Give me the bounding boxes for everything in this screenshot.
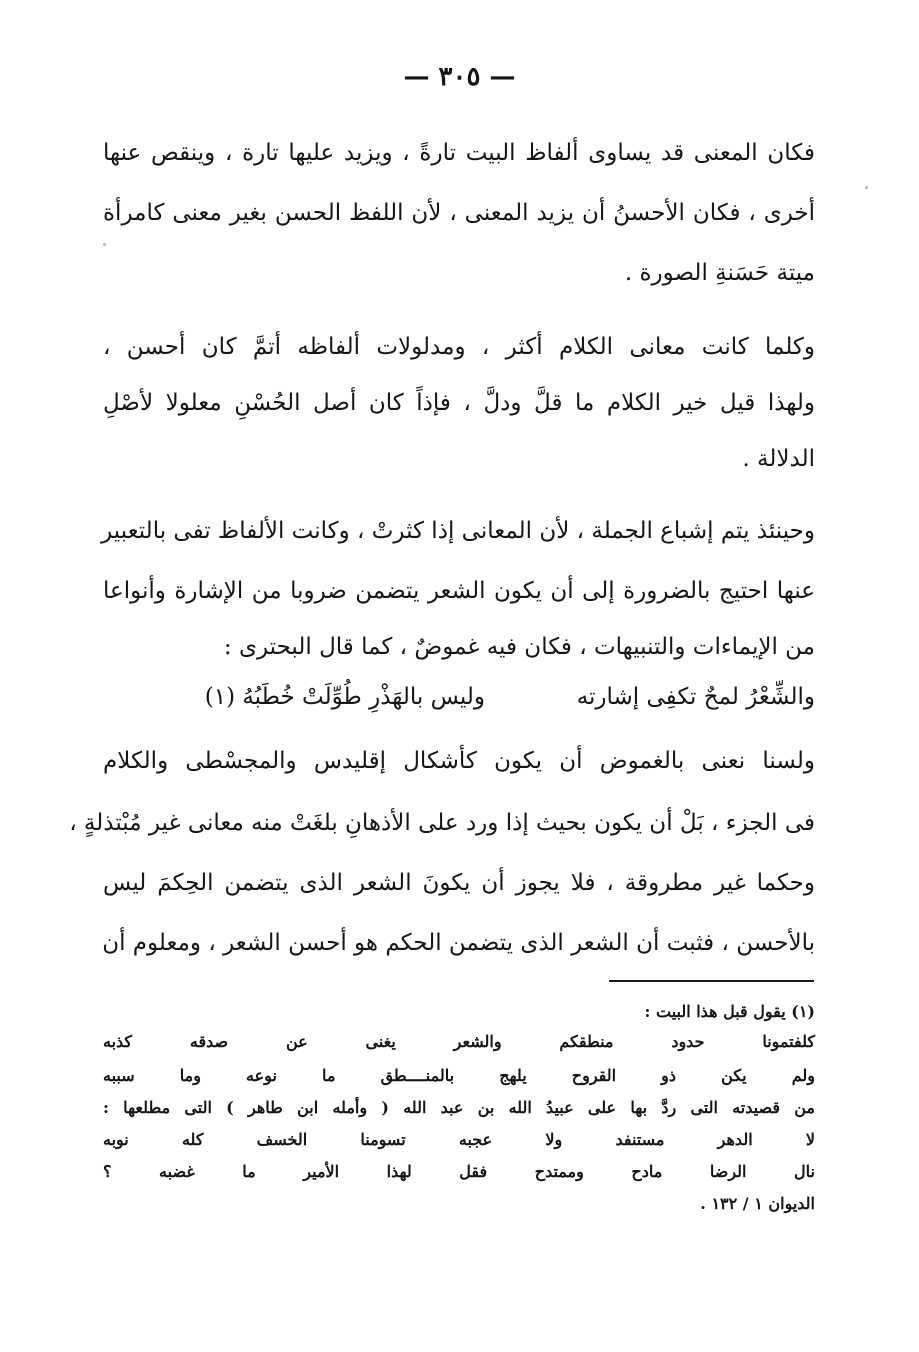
body-line-8: عنها احتيج بالضرورة إلى أن يكون الشعر يتضمن ضروبا من الإشارة وأنواعا [103,578,815,604]
footnote-line-2: كلفتمونا حدود منطقكم والشعر يغنى عن صدقه كذبه [103,1032,815,1051]
body-line-4: وكلما كانت معانى الكلام أكثر ، ومدلولات ألفاظه أتمَّ كان أحسن ، [103,334,815,360]
body-line-1: فكان المعنى قد يساوى ألفاظ البيت تارةً ، ويزيد عليها تارة ، وينقص عنها [103,140,815,166]
body-line-7: وحينئذ يتم إشباع الجملة ، لأن المعانى إذا كثرتْ ، وكانت الألفاظ تفى بالتعبير [101,518,815,544]
scan-speck [103,243,106,246]
footnote-line-5: لا الدهر مستنفد ولا عجبه تسومنا الخسف كله نوبه [103,1130,815,1149]
verse-second-hemistich: وليس بالهَذْرِ طُوِّلَتْ خُطَبُهُ (١) [204,684,485,710]
body-line-5: ولهذا قيل خير الكلام ما قلَّ ودلَّ ، فإذاً كان أصل الحُسْنِ معلولا لأصْلِ [103,390,815,416]
scan-speck [865,186,868,189]
body-line-13: بالأحسن ، فثبت أن الشعر الذى يتضمن الحكم هو أحسن الشعر ، ومعلوم أن [102,930,815,956]
footnote-line-6: نال الرضا مادح وممتدح فقل لهذا الأمير ما غضبه ؟ [103,1162,815,1181]
footnote-line-4: من قصيدته التى ردَّ بها على عبيدُ الله بن عبد الله ( وأمله ابن طاهر ) التى مطلعها : [103,1098,815,1117]
verse-first-hemistich: والشِّعْرُ لمحٌ تكفِى إشارته [576,684,815,710]
body-line-9: من الإيماءات والتنبيهات ، فكان فيه غموضٌ ، كما قال البحترى : [223,634,815,660]
footnote-separator [609,980,814,982]
footnote-line-1: (١) يقول قبل هذا البيت : [644,1002,815,1021]
body-line-11: فى الجزء ، بَلْ أن يكون بحيث إذا ورد على الأذهانِ بلغَتْ منه معانى غير مُبْتذلةٍ ، [69,810,815,836]
body-line-10: ولسنا نعنى بالغموض أن يكون كأشكال إقليدس والمجسْطى والكلام [103,748,815,774]
page-number: — ٣٠٥ — [403,62,516,92]
body-line-6: الدلالة . [742,446,815,472]
body-line-12: وحكما غير مطروقة ، فلا يجوز أن يكونَ الشعر الذى يتضمن الحِكمَ ليس [103,870,815,896]
body-line-3: ميتة حَسَنةِ الصورة . [624,260,815,286]
footnote-line-7: الديوان ١ / ١٣٢ . [700,1194,815,1213]
poetry-verse [103,684,815,722]
footnote-line-3: ولم يكن ذو القروح يلهج بالمنــــطق ما نوعه وما سببه [103,1066,815,1085]
body-line-2: أخرى ، فكان الأحسنُ أن يزيد المعنى ، لأن اللفظ الحسن بغير معنى كامرأة [103,200,815,226]
